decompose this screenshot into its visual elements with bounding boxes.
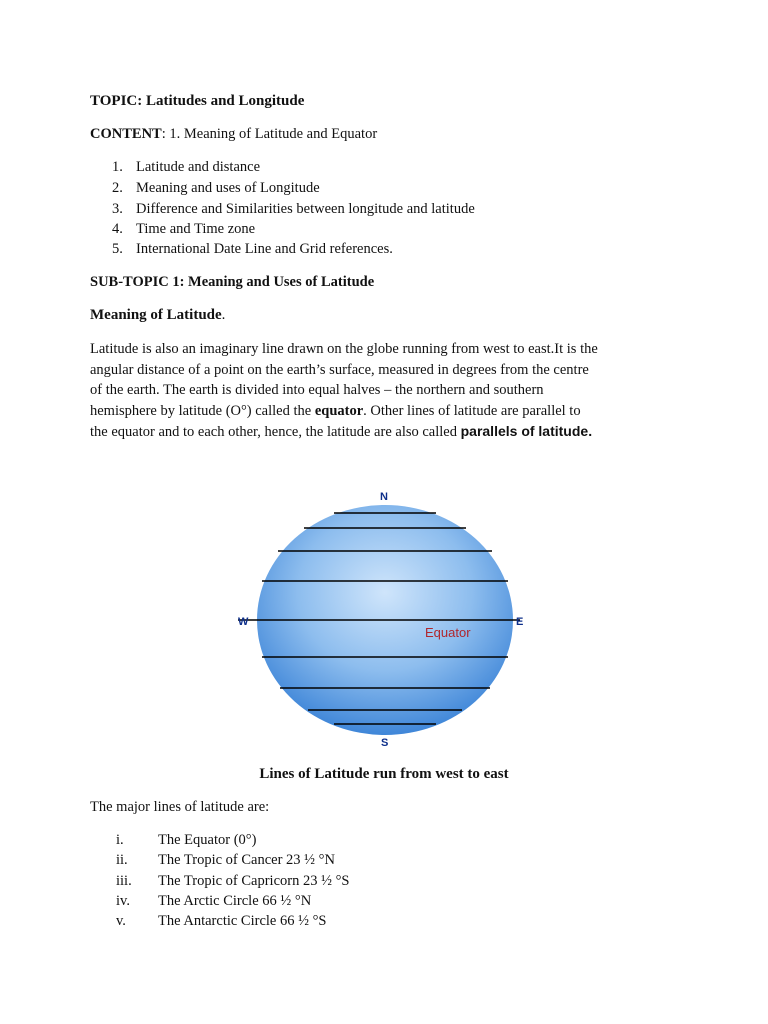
list-item-text: Difference and Similarities between longitude and latitude xyxy=(136,201,475,217)
topic-heading xyxy=(90,91,304,111)
latitude-paragraph xyxy=(90,339,690,443)
meaning-heading-text: Meaning of Latitude xyxy=(90,307,222,323)
east-label: E xyxy=(516,616,524,628)
list-item-number: iv. xyxy=(116,893,130,909)
list-item-text: Latitude and distance xyxy=(136,159,261,175)
content-line xyxy=(90,124,377,144)
list-item-text: Meaning and uses of Longitude xyxy=(136,180,320,196)
content-value: : 1. Meaning of Latitude and Equator xyxy=(161,126,378,142)
west-label: W xyxy=(238,616,249,628)
list-item-text: The Tropic of Capricorn 23 ½ °S xyxy=(158,873,350,889)
south-label: S xyxy=(381,737,389,749)
list-item-number: 1. xyxy=(112,159,123,175)
equator-label: Equator xyxy=(425,625,471,640)
parallels-term: parallels of latitude. xyxy=(460,423,593,439)
paragraph-text: hemisphere by latitude (O°) called the xyxy=(90,402,315,419)
list-item-text: International Date Line and Grid references. xyxy=(136,241,393,257)
paragraph-line xyxy=(90,421,690,443)
paragraph-text: . Other lines of latitude are parallel to xyxy=(363,402,581,419)
list-item-text: The Arctic Circle 66 ½ °N xyxy=(158,893,312,909)
content-label: CONTENT xyxy=(90,126,162,142)
north-label: N xyxy=(380,491,388,503)
list-item-number: 5. xyxy=(112,241,123,257)
list-item-number: i. xyxy=(116,832,124,848)
meaning-heading xyxy=(90,305,225,325)
figure-caption: Lines of Latitude run from west to east xyxy=(259,766,509,782)
list-item-number: 3. xyxy=(112,201,123,217)
list-item-number: iii. xyxy=(116,873,132,889)
meaning-heading-period: . xyxy=(221,307,226,323)
major-intro: The major lines of latitude are: xyxy=(90,799,270,815)
paragraph-line xyxy=(90,401,690,422)
list-item-number: 2. xyxy=(112,180,123,196)
subtopic-value: : Meaning and Uses of Latitude xyxy=(179,274,375,290)
list-item-number: 4. xyxy=(112,221,123,237)
paragraph-line: of the earth. The earth is divided into equal halves – the northern and southern xyxy=(90,382,544,398)
subtopic-heading xyxy=(90,272,374,292)
list-item-text: The Equator (0°) xyxy=(158,832,257,848)
globe-diagram xyxy=(230,484,540,754)
list-item-number: ii. xyxy=(116,852,128,868)
paragraph-line: angular distance of a point on the earth’s surface, measured in degrees from the centre xyxy=(90,361,589,378)
paragraph-text: the equator and to each other, hence, the latitude are also called xyxy=(90,424,461,440)
equator-term: equator xyxy=(314,402,364,419)
list-item-text: The Tropic of Cancer 23 ½ °N xyxy=(158,852,335,868)
list-item-text: The Antarctic Circle 66 ½ °S xyxy=(158,913,327,929)
list-item-number: v. xyxy=(116,913,126,929)
list-item-text: Time and Time zone xyxy=(136,221,256,237)
paragraph-line: Latitude is also an imaginary line drawn on the globe running from west to east.It is the xyxy=(90,341,598,357)
topic-label: TOPIC: xyxy=(90,93,143,109)
subtopic-label: SUB-TOPIC 1 xyxy=(90,274,180,290)
topic-value: Latitudes and Longitude xyxy=(145,93,305,109)
